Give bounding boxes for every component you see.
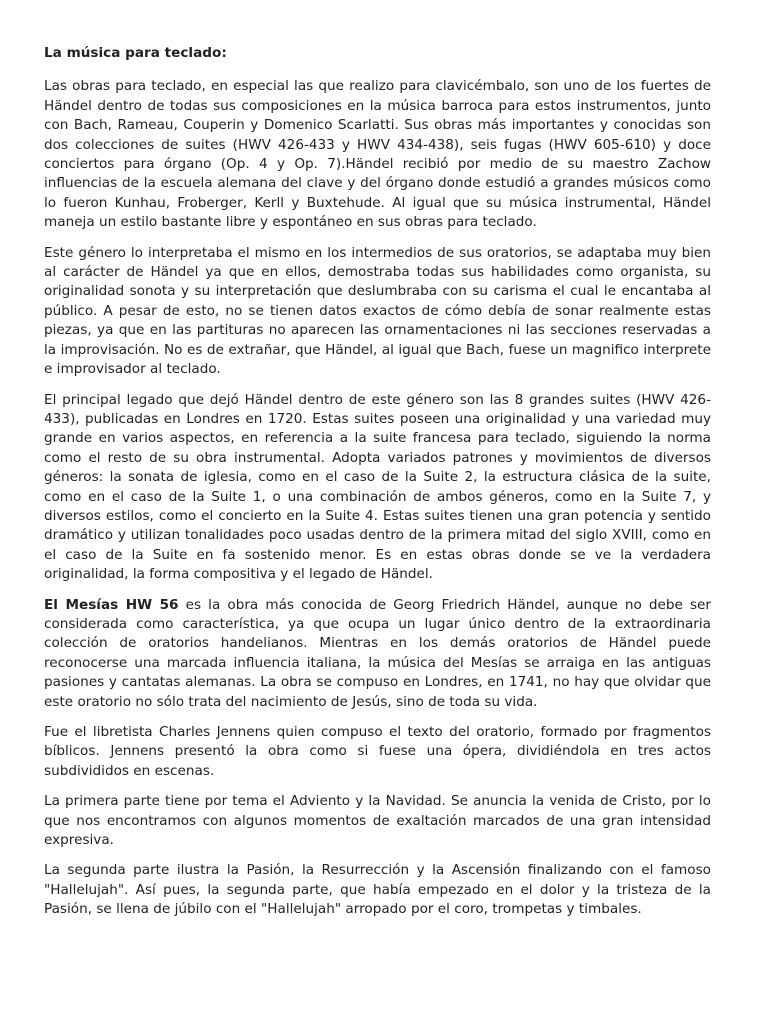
paragraph-suites-legacy: El principal legado que dejó Händel dentro de este género son las 8 grandes suites (HWV 426-433), publicadas en Londres en 1720. Estas suites poseen una originalidad y una variedad muy grande en varios aspectos, en referencia a la suite francesa para teclado, siguiendo la norma como el resto de su obra instrumental. Adopta variados patrones y movimientos de diversos géneros: la sonata de iglesia, como en el caso de la Suite 2, la estructura clásica de la suite, como en el caso de la Suite 1, o una combinación de ambos géneros, como en la Suite 7, y diversos estilos, como el concierto en la Suite 4. Estas suites tienen una gran potencia y sentido dramático y utilizan tonalidades poco usadas dentro de la primera mitad del siglo XVIII, como en el caso de la Suite en fa sostenido menor. Es en estas obras donde se ve la verdadera originalidad, la forma compositiva y el legado de Händel. bbox=[44, 391, 711, 583]
section-heading: La música para teclado: bbox=[44, 45, 227, 61]
mesias-text: es la obra más conocida de Georg Friedrich Händel, aunque no debe ser considerada como característica, ya que ocupa un lugar único dentro de la extraordinaria colección de oratorios handelianos. Mientras en los demás oratorios de Händel puede reconocerse una marcada influencia italiana, la música del Mesías se arraiga en las antiguas pasiones y cantatas alemanas. La obra se compuso en Londres, en 1741, no hay que olvidar que este oratorio no sólo trata del nacimiento de Jesús, sino de toda su vida. bbox=[44, 596, 711, 710]
mesias-bold-title: El Mesías HW 56 bbox=[44, 596, 179, 613]
paragraph-libretto: Fue el libretista Charles Jennens quien compuso el texto del oratorio, formado por fragmentos bíblicos. Jennens presentó la obra como si fuese una ópera, dividiéndola en tres actos subdivididos en escenas. bbox=[44, 724, 711, 779]
paragraph-second-part: La segunda parte ilustra la Pasión, la Resurrección y la Ascensión finalizando con el famoso "Hallelujah". Así pues, la segunda parte, que había empezado en el dolor y la tristeza de la Pasión, se llena de júbilo con el "Hallelujah" arropado por el coro, trompetas y timbales. bbox=[44, 862, 711, 918]
paragraph-first-part: La primera parte tiene por tema el Adviento y la Navidad. Se anuncia la venida de Cristo, por lo que nos encontramos con algunos momentos de exaltación marcados de una gran intensidad expresiva. bbox=[44, 793, 711, 849]
document-page bbox=[44, 44, 711, 931]
paragraph-interpretation: Este género lo interpretaba el mismo en los intermedios de sus oratorios, se adaptaba muy bien al carácter de Händel ya que en ellos, demostraba todas sus habilidades como organista, su originalidad sonota y su interpretación que deslumbraba con su carisma el cual le encantaba al público. A pesar de esto, no se tienen datos exactos de cómo debía de sonar realmente estas piezas, ya que en las partituras no aparecen las ornamentaciones ni las secciones reservadas a la improvisación. No es de extrañar, que Händel, al igual que Bach, fuese un magnifico interprete e improvisador al teclado. bbox=[44, 244, 711, 378]
paragraph-mesias bbox=[44, 596, 711, 712]
paragraph-keyboard-works: Las obras para teclado, en especial las que realizo para clavicémbalo, son uno de los fuertes de Händel dentro de todas sus composiciones en la música barroca para estos instrumentos, junto con Bach, Rameau, Couperin y Domenico Scarlatti. Sus obras más importantes y conocidas son dos colecciones de suites (HWV 426-433 y HWV 434-438), seis fugas (HWV 605-610) y doce conciertos para órgano (Op. 4 y Op. 7).Händel recibió por medio de su maestro Zachow influencias de la escuela alemana del clave y del órgano donde estudió a grandes músicos como lo fueron Kunhau, Froberger, Kerll y Buxtehude. Al igual que su música instrumental, Händel maneja un estilo bastante libre y espontáneo en sus obras para teclado. bbox=[44, 78, 711, 231]
